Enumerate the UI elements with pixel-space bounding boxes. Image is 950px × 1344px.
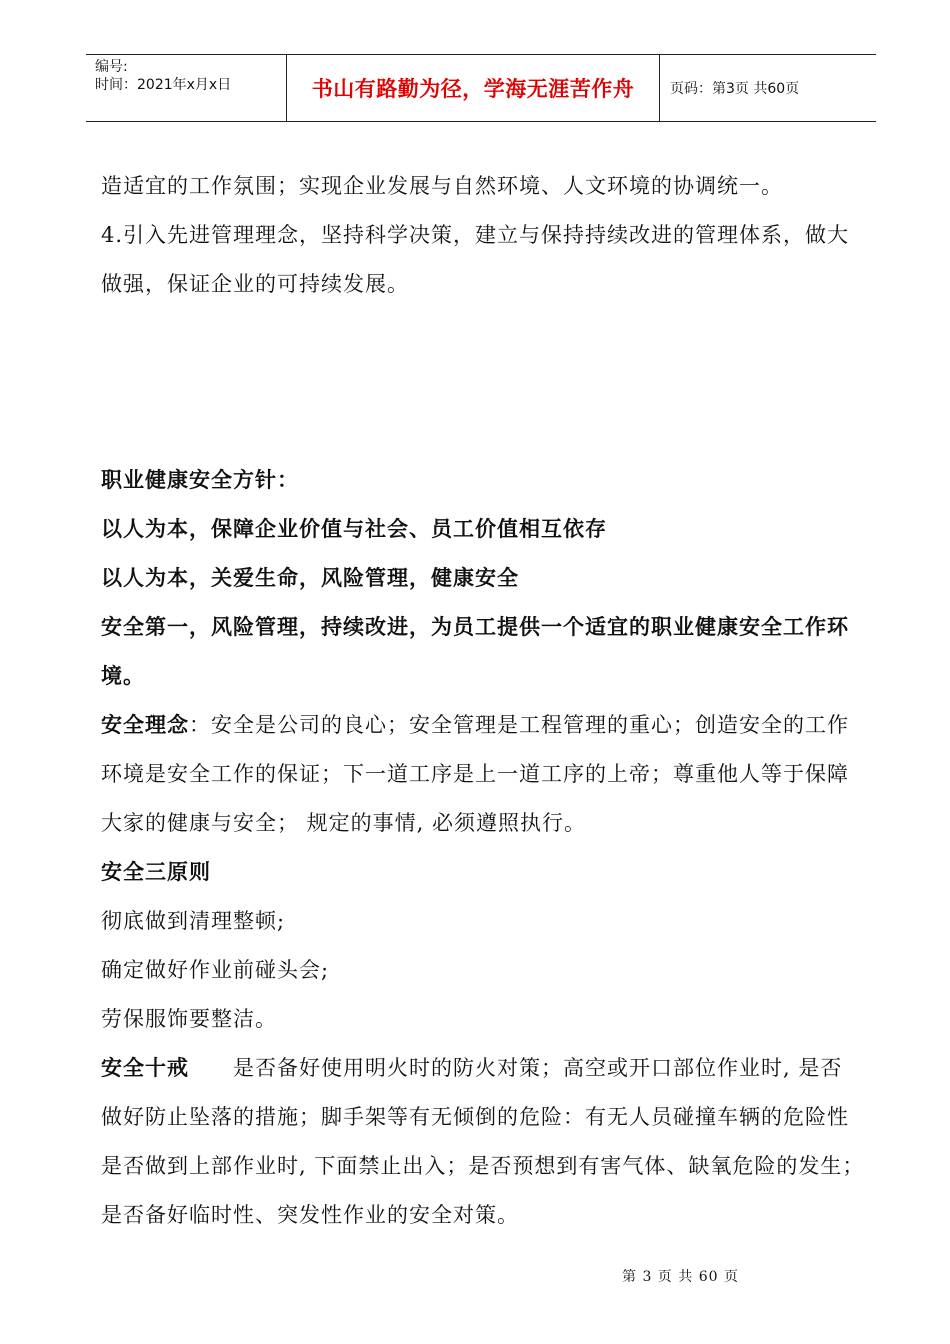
header-page-label: 页码：第3页 共60页 bbox=[670, 81, 800, 97]
policy-line-1: 以人为本，保障企业价值与社会、员工价值相互依存 bbox=[101, 517, 607, 541]
concept-label: 安全理念 bbox=[101, 713, 189, 737]
body-line-3: 做强，保证企业的可持续发展。 bbox=[101, 272, 409, 296]
header-motto-cell bbox=[286, 55, 660, 121]
policy-line-2: 以人为本，关爱生命，风险管理，健康安全 bbox=[101, 566, 519, 590]
header-meta bbox=[86, 55, 286, 121]
policy-line-3b: 境。 bbox=[101, 664, 145, 688]
body-line-1: 造适宜的工作氛围；实现企业发展与自然环境、人文环境的协调统一。 bbox=[101, 174, 783, 198]
principle-2: 确定做好作业前碰头会; bbox=[101, 958, 330, 982]
page-footer: 第 3 页 共 60 页 bbox=[622, 1269, 739, 1285]
ten-line-4: 是否备好临时性、突发性作业的安全对策。 bbox=[101, 1203, 519, 1227]
policy-title: 职业健康安全方针： bbox=[101, 468, 299, 492]
ten-text-1: 是否备好使用明火时的防火对策；高空或开口部位作业时, 是否 bbox=[233, 1056, 843, 1080]
document-body bbox=[101, 162, 871, 1240]
page-header bbox=[86, 54, 876, 122]
concept-line-1 bbox=[101, 701, 871, 750]
ten-line-3: 是否做到上部作业时, 下面禁止出入；是否预想到有害气体、缺氧危险的发生； bbox=[101, 1154, 865, 1178]
body-line-2: 4.引入先进管理理念，坚持科学决策，建立与保持持续改进的管理体系，做大 bbox=[101, 223, 850, 247]
principle-3: 劳保服饰要整洁。 bbox=[101, 1007, 277, 1031]
number-label: 编号: bbox=[95, 59, 128, 75]
date-label: 时间：2021年x月x日 bbox=[95, 77, 232, 93]
spacer bbox=[101, 309, 871, 456]
ten-label: 安全十戒 bbox=[101, 1056, 189, 1080]
concept-line-3: 大家的健康与安全； 规定的事情, 必须遵照执行。 bbox=[101, 811, 587, 835]
header-motto: 书山有路勤为径，学海无涯苦作舟 bbox=[311, 77, 635, 101]
header-page-cell bbox=[660, 55, 876, 121]
concept-line-2: 环境是安全工作的保证；下一道工序是上一道工序的上帝；尊重他人等于保障 bbox=[101, 762, 849, 786]
principle-1: 彻底做到清理整顿; bbox=[101, 909, 286, 933]
policy-line-3a: 安全第一，风险管理，持续改进，为员工提供一个适宜的职业健康安全工作环 bbox=[101, 615, 849, 639]
ten-line-1 bbox=[101, 1044, 871, 1093]
principles-title: 安全三原则 bbox=[101, 860, 211, 884]
ten-line-2: 做好防止坠落的措施；脚手架等有无倾倒的危险：有无人员碰撞车辆的危险性 bbox=[101, 1105, 849, 1129]
concept-text-1: ：安全是公司的良心；安全管理是工程管理的重心；创造安全的工作 bbox=[189, 713, 849, 737]
